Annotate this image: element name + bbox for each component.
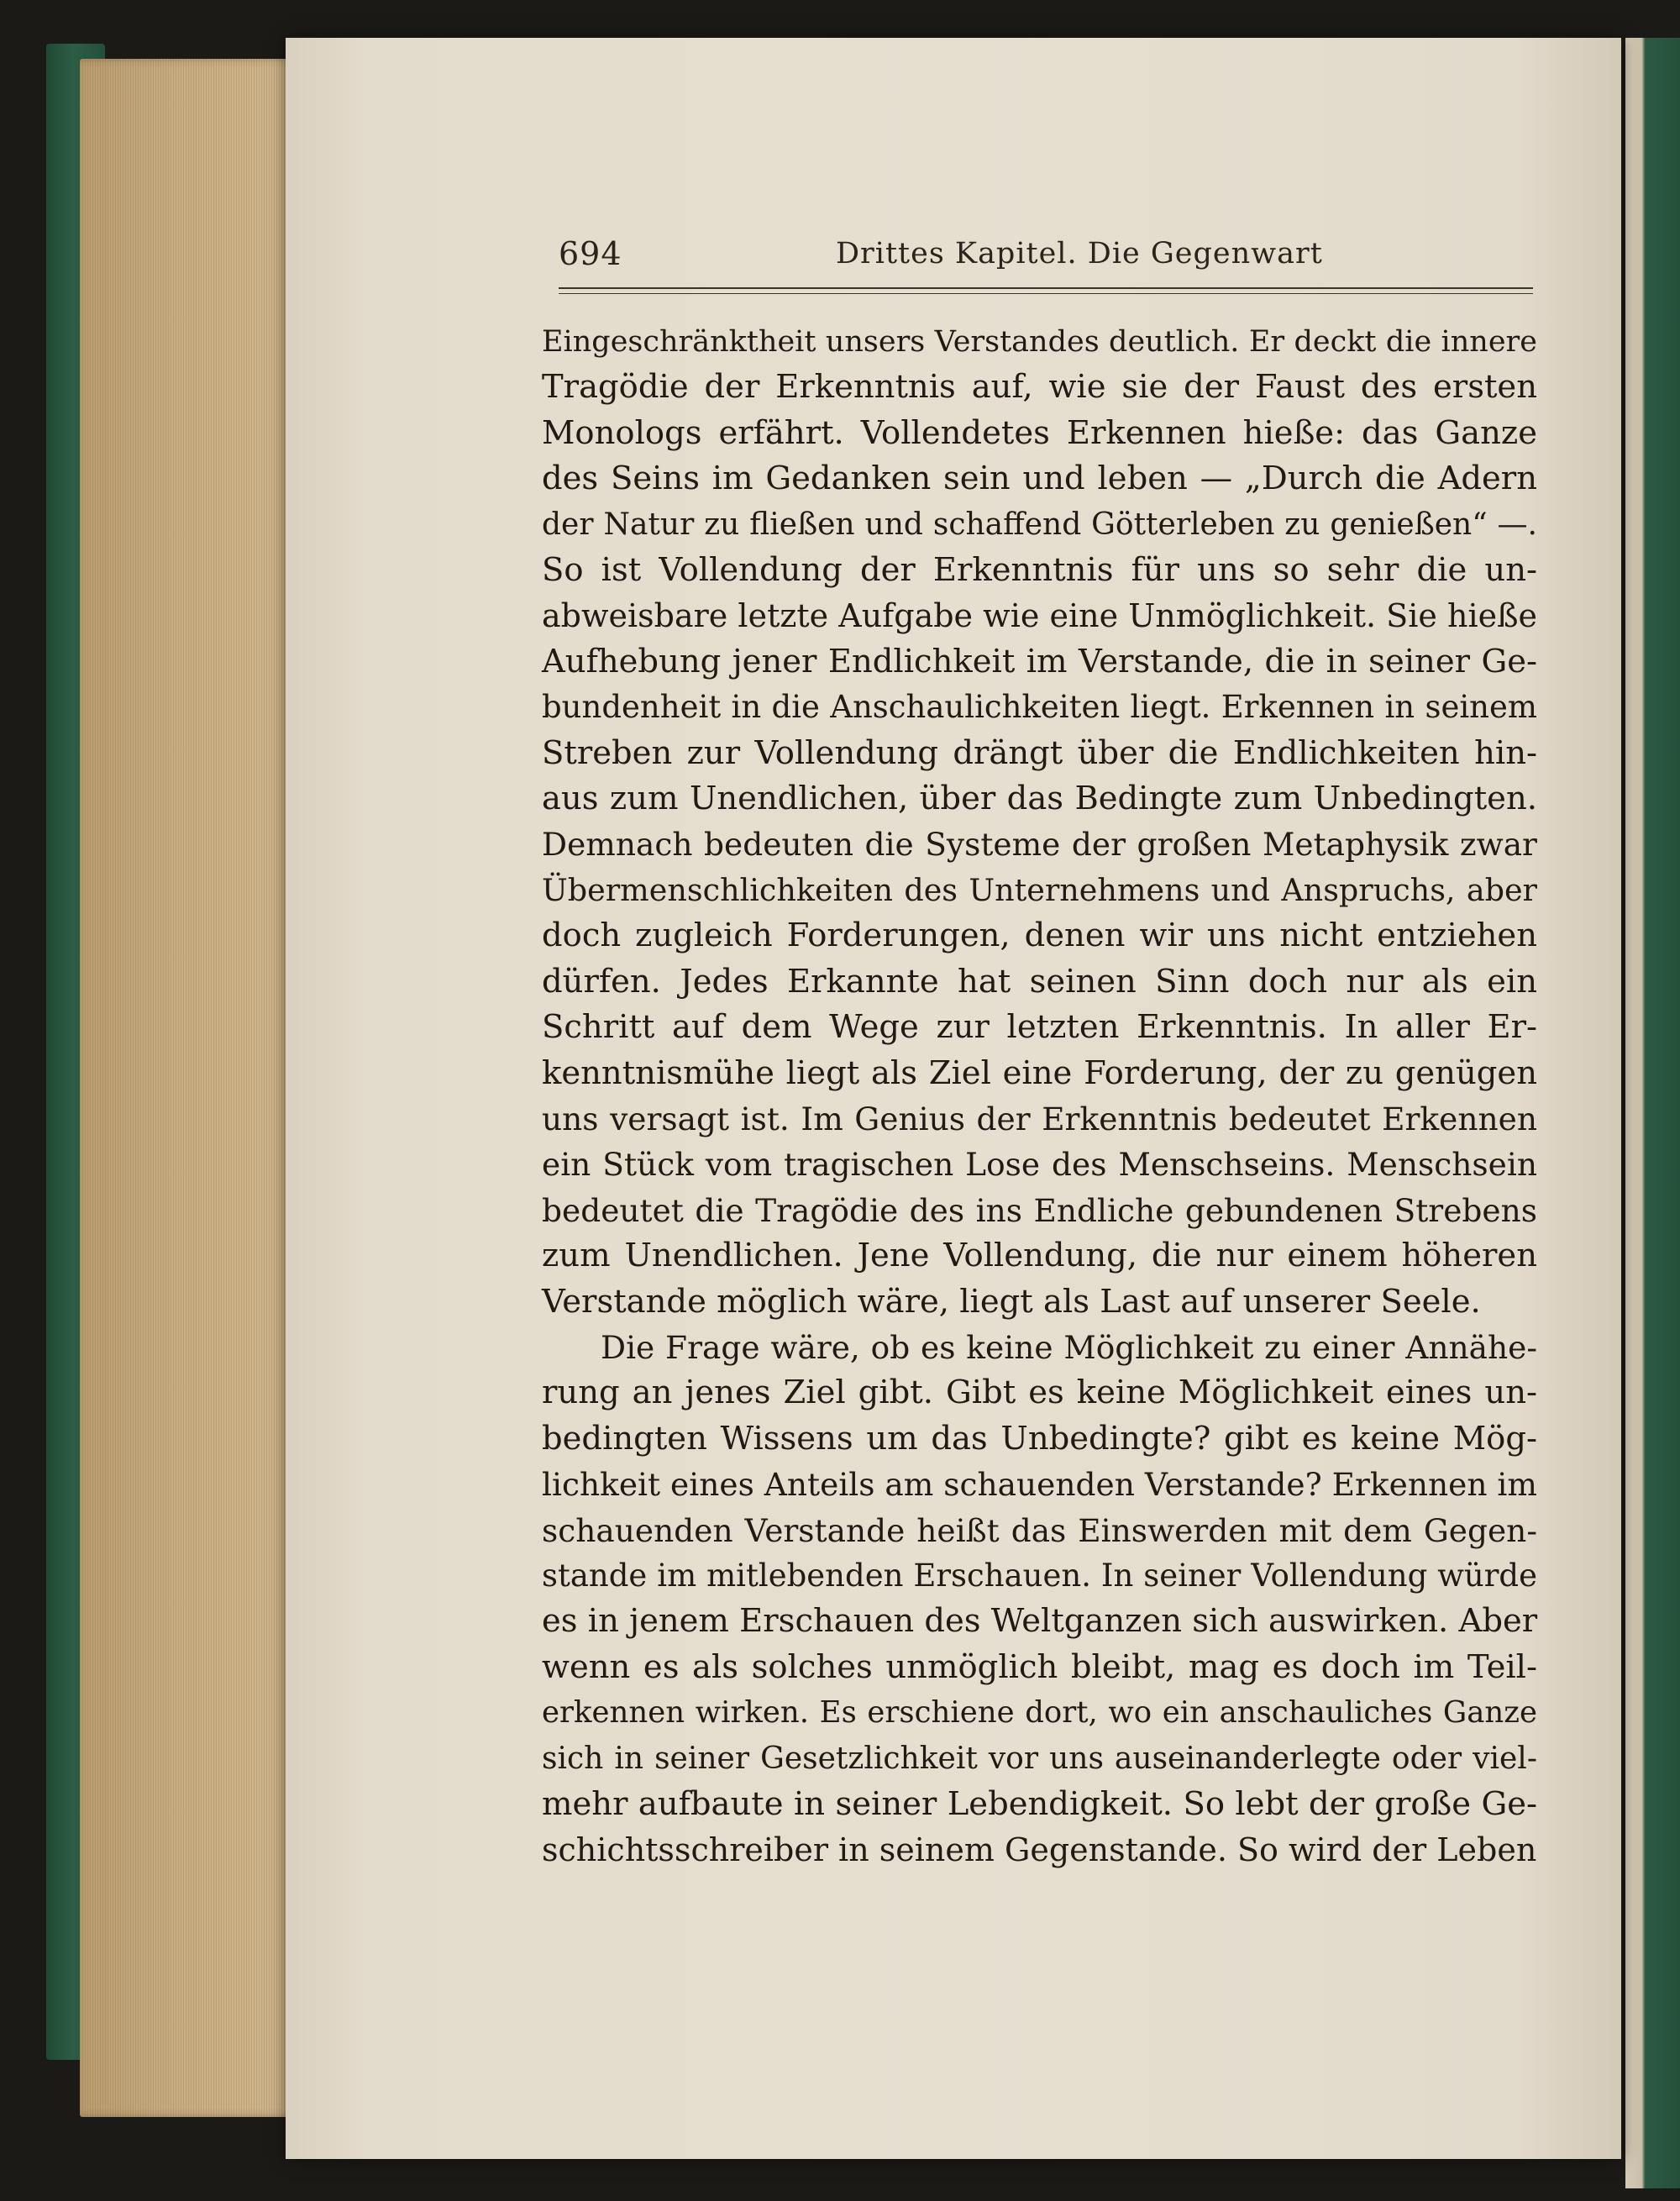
text-line: Schritt auf dem Wege zur letzten Erkenntnis. In aller Er- (542, 1008, 1537, 1047)
text-line: Die Frage wäre, ob es keine Möglichkeit zu einer Annähe- (601, 1328, 1537, 1366)
text-line: stande im mitlebenden Erschauen. In seiner Vollendung würde (542, 1557, 1537, 1594)
paragraph-1 (542, 319, 1537, 1325)
text-line: schichtsschreiber in seinem Gegenstande. So wird der Leben (542, 1831, 1537, 1869)
text-line: mehr aufbaute in seiner Lebendigkeit. So lebt der große Ge- (542, 1785, 1537, 1823)
text-line: erkennen wirken. Es erschiene dort, wo ein anschauliches Ganze (542, 1695, 1537, 1731)
text-line: Demnach bedeuten die Systeme der großen Metaphysik zwar (542, 826, 1537, 864)
header-rule-thin (559, 293, 1533, 294)
text-line: Übermenschlichkeiten des Unternehmens und Anspruchs, aber (542, 871, 1537, 908)
text-line: Monologs erfährt. Vollendetes Erkennen hieße: das Ganze (542, 413, 1537, 452)
body-text (542, 319, 1537, 1873)
page-number: 694 (559, 235, 622, 272)
text-line: es in jenem Erschauen des Weltganzen sich auswirken. Aber (542, 1602, 1538, 1641)
text-line: zum Unendlichen. Jene Vollendung, die nur einem höheren (542, 1237, 1537, 1275)
text-line: schauenden Verstande heißt das Einswerden mit dem Gegen- (542, 1511, 1537, 1549)
text-line: So ist Vollendung der Erkenntnis für uns so sehr die un- (542, 551, 1537, 590)
paragraph-2 (542, 1325, 1537, 1873)
text-line: aus zum Unendlichen, über das Bedingte zum Unbedingten. (542, 780, 1537, 818)
text-line: doch zugleich Forderungen, denen wir uns nicht entziehen (542, 917, 1537, 955)
text-line: uns versagt ist. Im Genius der Erkenntnis bedeutet Erkennen (542, 1100, 1537, 1137)
text-line: Aufhebung jener Endlichkeit im Verstande, die in seiner Ge- (542, 642, 1537, 680)
text-line: Tragödie der Erkenntnis auf, wie sie der Faust des ersten (542, 368, 1537, 407)
text-line: wenn es als solches unmöglich bleibt, mag es doch im Teil- (542, 1647, 1537, 1686)
book-cover-right (1625, 38, 1680, 2188)
text-line: dürfen. Jedes Erkannte hat seinen Sinn doch nur als ein (542, 962, 1537, 1001)
text-line: lichkeit eines Anteils am schauenden Verstande? Erkennen im (542, 1466, 1537, 1504)
running-head (559, 235, 1533, 286)
text-line: rung an jenes Ziel gibt. Gibt es keine Möglichkeit eines un- (542, 1374, 1537, 1412)
chapter-title: Drittes Kapitel. Die Gegenwart (836, 237, 1323, 271)
text-line: bedeutet die Tragödie des ins Endliche gebundenen Strebens (542, 1191, 1537, 1229)
text-line: Verstande möglich wäre, liegt als Last auf unserer Seele. (542, 1282, 1481, 1321)
text-line: bedingten Wissens um das Unbedingte? gibt es keine Mög- (542, 1419, 1537, 1458)
header-rule (559, 287, 1533, 289)
text-line: der Natur zu fließen und schaffend Götterleben zu genießen“ —. (542, 507, 1537, 542)
text-line: kenntnismühe liegt als Ziel eine Forderung, der zu genügen (542, 1053, 1537, 1092)
text-line: ein Stück vom tragischen Lose des Menschseins. Menschsein (542, 1146, 1537, 1184)
text-line: des Seins im Gedanken sein und leben — „Durch die Adern (542, 460, 1537, 498)
text-line: sich in seiner Gesetzlichkeit vor uns auseinanderlegte oder viel- (542, 1741, 1537, 1776)
text-line: bundenheit in die Anschaulichkeiten liegt. Erkennen in seinem (542, 689, 1537, 726)
text-line: Streben zur Vollendung drängt über die Endlichkeiten hin- (542, 733, 1537, 772)
text-line: abweisbare letzte Aufgabe wie eine Unmöglichkeit. Sie hieße (542, 597, 1537, 635)
text-line: Eingeschränktheit unsers Verstandes deutlich. Er deckt die innere (542, 325, 1537, 359)
